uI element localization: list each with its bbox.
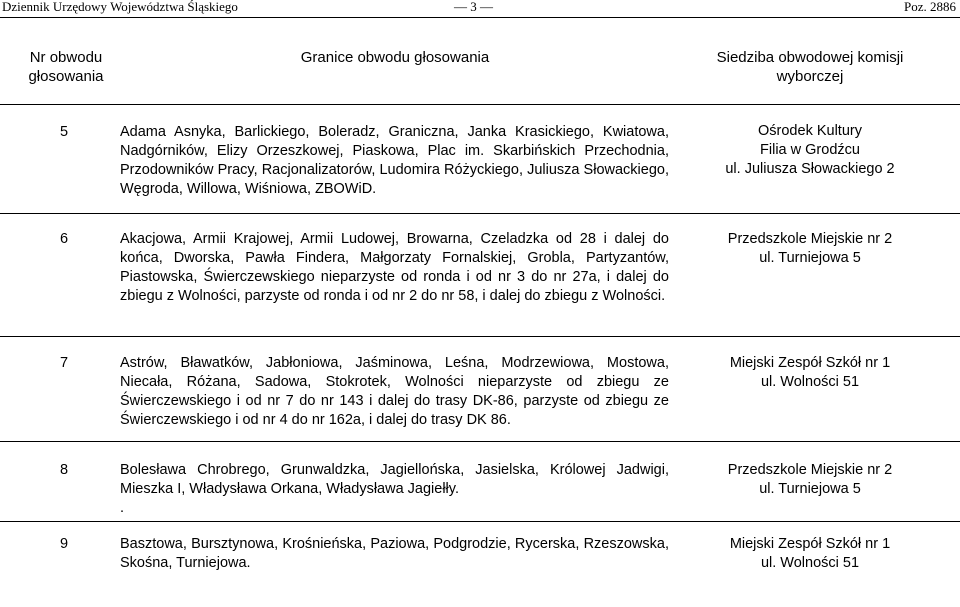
commission-seat [695,122,925,179]
seat-name: Miejski Zespół Szkół nr 1 [729,355,891,371]
column-header-seat: Siedziba obwodowej komisji wyborczej [716,49,904,85]
table-header-rule [0,104,960,105]
commission-seat [695,354,925,392]
district-bounds [120,461,669,518]
row-rule [0,441,960,442]
position-number: Poz. 2886 [904,0,956,14]
seat-name: Przedszkole Miejskie nr 2 [727,462,893,478]
district-number: 5 [60,124,69,140]
seat-name: Przedszkole Miejskie nr 2 [727,231,893,247]
running-header [0,0,960,16]
commission-seat [695,230,925,268]
seat-address: ul. Juliusza Słowackiego 2 [725,161,895,177]
district-number: 6 [60,231,69,247]
seat-name: Ośrodek Kultury [758,123,862,139]
district-bounds-extra: . [120,500,125,516]
seat-address: ul. Wolności 51 [760,374,860,390]
column-header-bounds: Granice obwodu głosowania [300,49,490,66]
seat-name: Miejski Zespół Szkół nr 1 [729,536,891,552]
district-number: 9 [60,536,69,552]
district-bounds: Akacjowa, Armii Krajowej, Armii Ludowej, Browarna, Czeladzka od 28 i dalej do końca, Dworska, Pawła Findera, Małgorzaty Fornalskiej, Grobla, Partyzantów, Piastowska, Świerczewskiego nieparzyste od ronda i od nr 3 do nr 27a, i dalej do zbiegu z Wolności, parzyste od ronda i od nr 2 do nr 58, i dalej do zbiegu z Wolności. [120,231,669,304]
journal-title: Dziennik Urzędowy Województwa Śląskiego [2,0,238,14]
district-bounds-text: Bolesława Chrobrego, Grunwaldzka, Jagiellońska, Jasielska, Królowej Jadwigi, Mieszka I, Władysława Orkana, Władysława Jagiełły. [120,462,669,497]
page-number: — 3 — [454,0,493,14]
district-number: 8 [60,462,69,478]
row-rule [0,213,960,214]
district-bounds: Basztowa, Bursztynowa, Krośnieńska, Paziowa, Podgrodzie, Rycerska, Rzeszowska, Skośna, Turniejowa. [120,536,669,571]
row-rule [0,336,960,337]
header-rule [0,17,960,18]
district-number: 7 [60,355,69,371]
commission-seat [695,461,925,499]
column-header-number: Nr obwodu głosowania [28,49,104,85]
district-bounds: Astrów, Bławatków, Jabłoniowa, Jaśminowa, Leśna, Modrzewiowa, Mostowa, Niecała, Różana, Sadowa, Stokrotek, Wolności nieparzyste od zbiegu ze Świerczewskiego i od nr 7 do nr 143 i dalej do trasy DK-86, parzyste od zbiegu ze Świerczewskiego i od nr 4 do nr 162a, i dalej do trasy DK 86. [120,355,669,428]
district-bounds: Adama Asnyka, Barlickiego, Boleradz, Graniczna, Janka Krasickiego, Kwiatowa, Nadgórników, Elizy Orzeszkowej, Piaskowa, Plac im. Skarbińskich Przechodnia, Przodowników Pracy, Racjonalizatorów, Ludomira Różyckiego, Juliusza Słowackiego, Węgroda, Willowa, Wiśniowa, ZBOWiD. [120,124,669,197]
commission-seat [695,535,925,573]
row-rule [0,521,960,522]
seat-branch: Filia w Grodźcu [760,142,860,158]
seat-address: ul. Turniejowa 5 [759,481,861,497]
seat-address: ul. Wolności 51 [760,555,860,571]
seat-address: ul. Turniejowa 5 [759,250,861,266]
